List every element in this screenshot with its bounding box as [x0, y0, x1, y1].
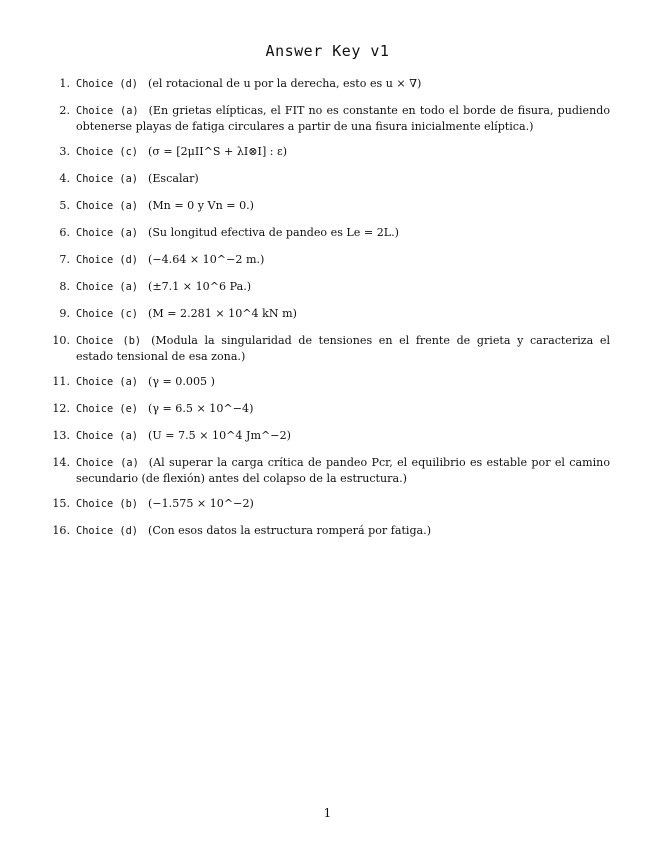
answer-item-16: [48, 523, 610, 539]
answer-explanation: (γ = 6.5 × 10^−4): [148, 402, 254, 415]
answer-explanation: (−4.64 × 10^−2 m.): [148, 253, 265, 266]
page-number: 1: [323, 806, 332, 820]
answer-explanation: (Modula la singularidad de tensiones en el frente de grieta y caracteriza el estado tensional de esa zona.): [76, 334, 610, 363]
answer-explanation: (U = 7.5 × 10^4 Jm^−2): [148, 429, 291, 442]
answer-choice: Choice (c): [76, 146, 138, 158]
answer-explanation: (Con esos datos la estructura romperá por fatiga.): [148, 524, 432, 537]
answer-choice: Choice (e): [76, 403, 138, 415]
answer-number: 13.: [52, 429, 70, 442]
answer-number: 10.: [52, 334, 70, 347]
answer-choice: Choice (a): [76, 173, 138, 185]
answer-item-8: [48, 279, 610, 295]
answer-number: 5.: [59, 199, 70, 212]
answer-explanation: (−1.575 × 10^−2): [148, 497, 254, 510]
answer-number: 14.: [52, 456, 70, 469]
answer-choice: Choice (a): [76, 281, 138, 293]
answer-item-5: [48, 198, 610, 214]
answer-item-11: [48, 374, 610, 390]
answer-item-12: [48, 401, 610, 417]
answer-item-13: [48, 428, 610, 444]
answer-choice: Choice (a): [76, 200, 138, 212]
answer-list: [48, 76, 610, 550]
answer-item-7: [48, 252, 610, 268]
answer-choice: Choice (d): [76, 78, 138, 90]
answer-number: 8.: [59, 280, 70, 293]
answer-explanation: (±7.1 × 10^6 Pa.): [148, 280, 252, 293]
answer-number: 3.: [59, 145, 70, 158]
answer-number: 11.: [52, 375, 70, 388]
answer-choice: Choice (b): [76, 335, 142, 347]
page-title: Answer Key v1: [265, 42, 390, 60]
answer-number: 16.: [52, 524, 70, 537]
answer-item-14: [48, 455, 610, 486]
answer-explanation: (En grietas elípticas, el FIT no es constante en todo el borde de fisura, pudiendo obtenerse playas de fatiga circulares a partir de una fisura inicialmente elíptica.): [76, 104, 610, 133]
answer-explanation: (γ = 0.005 ): [148, 375, 215, 388]
answer-item-9: [48, 306, 610, 322]
answer-number: 15.: [52, 497, 70, 510]
answer-item-10: [48, 333, 610, 364]
answer-choice: Choice (d): [76, 254, 138, 266]
answer-number: 7.: [59, 253, 70, 266]
answer-number: 9.: [59, 307, 70, 320]
answer-explanation: (σ = [2μII^S + λI⊗I] : ε): [148, 145, 288, 158]
answer-number: 1.: [59, 77, 70, 90]
answer-explanation: (M = 2.281 × 10^4 kN m): [148, 307, 297, 320]
answer-explanation: (el rotacional de u por la derecha, esto es u × ∇): [148, 77, 422, 90]
answer-explanation: (Mn = 0 y Vn = 0.): [148, 199, 254, 212]
answer-choice: Choice (c): [76, 308, 138, 320]
answer-item-4: [48, 171, 610, 187]
answer-item-6: [48, 225, 610, 241]
answer-choice: Choice (d): [76, 525, 138, 537]
answer-choice: Choice (a): [76, 430, 138, 442]
answer-item-3: [48, 144, 610, 160]
answer-number: 4.: [59, 172, 70, 185]
answer-explanation: (Su longitud efectiva de pandeo es Le = 2L.): [148, 226, 399, 239]
answer-choice: Choice (a): [76, 376, 138, 388]
answer-explanation: (Al superar la carga crítica de pandeo Pcr, el equilibrio es estable por el camino secundario (de flexión) antes del colapso de la estructura.): [76, 456, 610, 485]
answer-choice: Choice (a): [76, 227, 138, 239]
answer-choice: Choice (b): [76, 498, 138, 510]
answer-choice: Choice (a): [76, 105, 139, 117]
answer-number: 12.: [52, 402, 70, 415]
answer-explanation: (Escalar): [148, 172, 199, 185]
answer-number: 6.: [59, 226, 70, 239]
answer-item-1: [48, 76, 610, 92]
answer-choice: Choice (a): [76, 457, 139, 469]
answer-item-15: [48, 496, 610, 512]
answer-item-2: [48, 103, 610, 134]
answer-number: 2.: [59, 104, 70, 117]
